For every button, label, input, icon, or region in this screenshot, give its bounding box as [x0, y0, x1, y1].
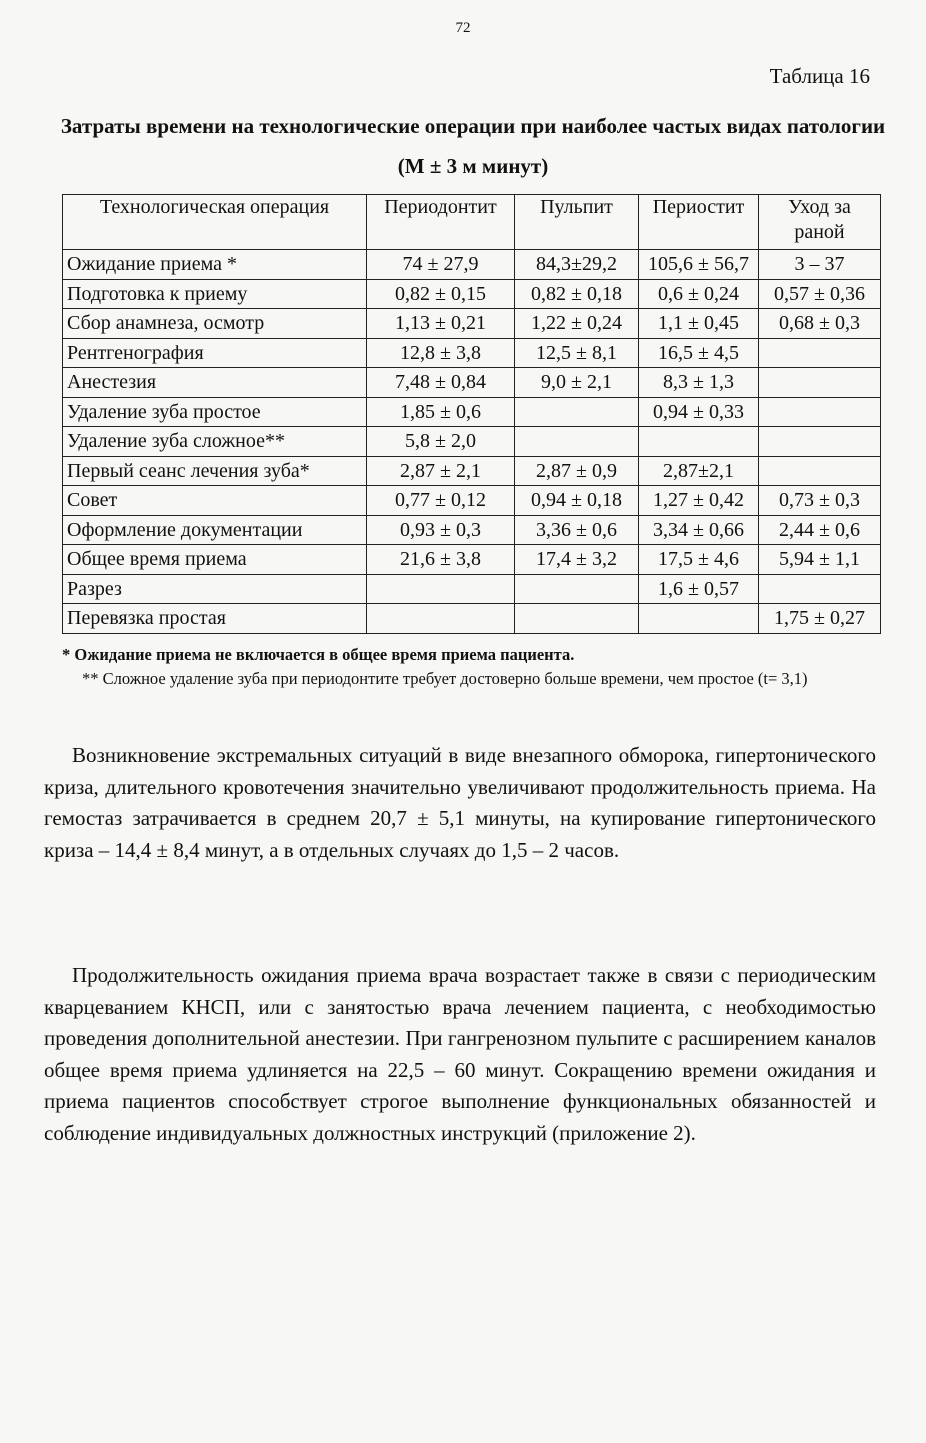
value-cell: 5,94 ± 1,1: [759, 545, 881, 575]
table-row: [63, 309, 881, 339]
table-row: [63, 427, 881, 457]
column-header: Периостит: [639, 195, 759, 250]
value-cell: 2,87 ± 2,1: [367, 456, 515, 486]
value-cell: 0,68 ± 0,3: [759, 309, 881, 339]
operation-cell: Совет: [63, 486, 367, 516]
table-row: [63, 574, 881, 604]
column-header: Периодонтит: [367, 195, 515, 250]
operation-cell: Разрез: [63, 574, 367, 604]
value-cell: [759, 456, 881, 486]
table-row: [63, 456, 881, 486]
value-cell: 2,87±2,1: [639, 456, 759, 486]
value-cell: 1,85 ± 0,6: [367, 397, 515, 427]
value-cell: [639, 427, 759, 457]
time-costs-table: [62, 194, 881, 634]
operation-cell: Сбор анамнеза, осмотр: [63, 309, 367, 339]
value-cell: 0,94 ± 0,18: [515, 486, 639, 516]
operation-cell: Рентгенография: [63, 338, 367, 368]
value-cell: [367, 604, 515, 634]
table-row: [63, 604, 881, 634]
value-cell: 1,27 ± 0,42: [639, 486, 759, 516]
table-row: [63, 486, 881, 516]
column-header: Пульпит: [515, 195, 639, 250]
value-cell: 1,1 ± 0,45: [639, 309, 759, 339]
value-cell: 3,34 ± 0,66: [639, 515, 759, 545]
value-cell: 0,82 ± 0,18: [515, 279, 639, 309]
value-cell: 7,48 ± 0,84: [367, 368, 515, 398]
operation-cell: Общее время приема: [63, 545, 367, 575]
value-cell: [367, 574, 515, 604]
value-cell: 1,22 ± 0,24: [515, 309, 639, 339]
table-row: [63, 338, 881, 368]
value-cell: 0,57 ± 0,36: [759, 279, 881, 309]
footnote: * Ожидание приема не включается в общее время приема пациента.: [62, 645, 575, 664]
body-paragraph: Продолжительность ожидания приема врача возрастает также в связи с периодическим кварцеванием КНСП, или с занятостью врача лечением пациента, с необходимостью проведения дополнительной анестезии. При гангренозном пульпите с расширением каналов общее время приема удлиняется на 22,5 – 60 минут. Сокращению времени ожидания и приема пациентов способствует строгое выполнение функциональных обязанностей и соблюдение индивидуальных должностных инструкций (приложение 2).: [44, 963, 876, 1145]
value-cell: 84,3±29,2: [515, 250, 639, 280]
value-cell: [759, 574, 881, 604]
table-row: [63, 515, 881, 545]
value-cell: [759, 427, 881, 457]
value-cell: 2,87 ± 0,9: [515, 456, 639, 486]
table-row: [63, 279, 881, 309]
value-cell: [759, 368, 881, 398]
value-cell: 105,6 ± 56,7: [639, 250, 759, 280]
value-cell: [515, 574, 639, 604]
operation-cell: Первый сеанс лечения зуба*: [63, 456, 367, 486]
value-cell: [515, 427, 639, 457]
table-row: [63, 250, 881, 280]
operation-cell: Подготовка к приему: [63, 279, 367, 309]
column-header: Технологическая операция: [63, 195, 367, 250]
value-cell: 1,75 ± 0,27: [759, 604, 881, 634]
value-cell: 3 – 37: [759, 250, 881, 280]
body-paragraph: Возникновение экстремальных ситуаций в виде внезапного обморока, гипертонического криза, длительного кровотечения значительно увеличивают продолжительность приема. На гемостаз затрачивается в среднем 20,7 ± 5,1 минуты, на купирование гипертонического криза – 14,4 ± 8,4 минут, а в отдельных случаях до 1,5 – 2 часов.: [44, 743, 876, 862]
value-cell: 0,73 ± 0,3: [759, 486, 881, 516]
table-row: [63, 545, 881, 575]
value-cell: 17,4 ± 3,2: [515, 545, 639, 575]
operation-cell: Перевязка простая: [63, 604, 367, 634]
value-cell: [759, 338, 881, 368]
value-cell: [515, 397, 639, 427]
value-cell: 2,44 ± 0,6: [759, 515, 881, 545]
value-cell: 0,77 ± 0,12: [367, 486, 515, 516]
value-cell: 12,5 ± 8,1: [515, 338, 639, 368]
operation-cell: Ожидание приема *: [63, 250, 367, 280]
value-cell: 12,8 ± 3,8: [367, 338, 515, 368]
value-cell: 9,0 ± 2,1: [515, 368, 639, 398]
value-cell: 0,93 ± 0,3: [367, 515, 515, 545]
value-cell: 5,8 ± 2,0: [367, 427, 515, 457]
value-cell: 1,6 ± 0,57: [639, 574, 759, 604]
value-cell: 16,5 ± 4,5: [639, 338, 759, 368]
value-cell: 0,6 ± 0,24: [639, 279, 759, 309]
table-label: Таблица 16: [769, 64, 870, 88]
table-title: Затраты времени на технологические операции при наиболее частых видах патологии (М ± 3 м минут): [60, 114, 886, 178]
value-cell: 74 ± 27,9: [367, 250, 515, 280]
value-cell: 21,6 ± 3,8: [367, 545, 515, 575]
footnote: ** Сложное удаление зуба при периодонтите требует достоверно больше времени, чем простое (t= 3,1): [82, 669, 808, 688]
operation-cell: Удаление зуба сложное**: [63, 427, 367, 457]
table-row: [63, 397, 881, 427]
value-cell: 1,13 ± 0,21: [367, 309, 515, 339]
value-cell: 0,82 ± 0,15: [367, 279, 515, 309]
value-cell: 8,3 ± 1,3: [639, 368, 759, 398]
table-body: [63, 250, 881, 634]
table-header-row: [63, 195, 881, 250]
value-cell: 17,5 ± 4,6: [639, 545, 759, 575]
operation-cell: Удаление зуба простое: [63, 397, 367, 427]
value-cell: [759, 397, 881, 427]
value-cell: 3,36 ± 0,6: [515, 515, 639, 545]
value-cell: [515, 604, 639, 634]
value-cell: 0,94 ± 0,33: [639, 397, 759, 427]
table-row: [63, 368, 881, 398]
value-cell: [639, 604, 759, 634]
operation-cell: Оформление документации: [63, 515, 367, 545]
page-number: 72: [455, 20, 471, 36]
column-header: Уход за раной: [759, 195, 881, 250]
operation-cell: Анестезия: [63, 368, 367, 398]
